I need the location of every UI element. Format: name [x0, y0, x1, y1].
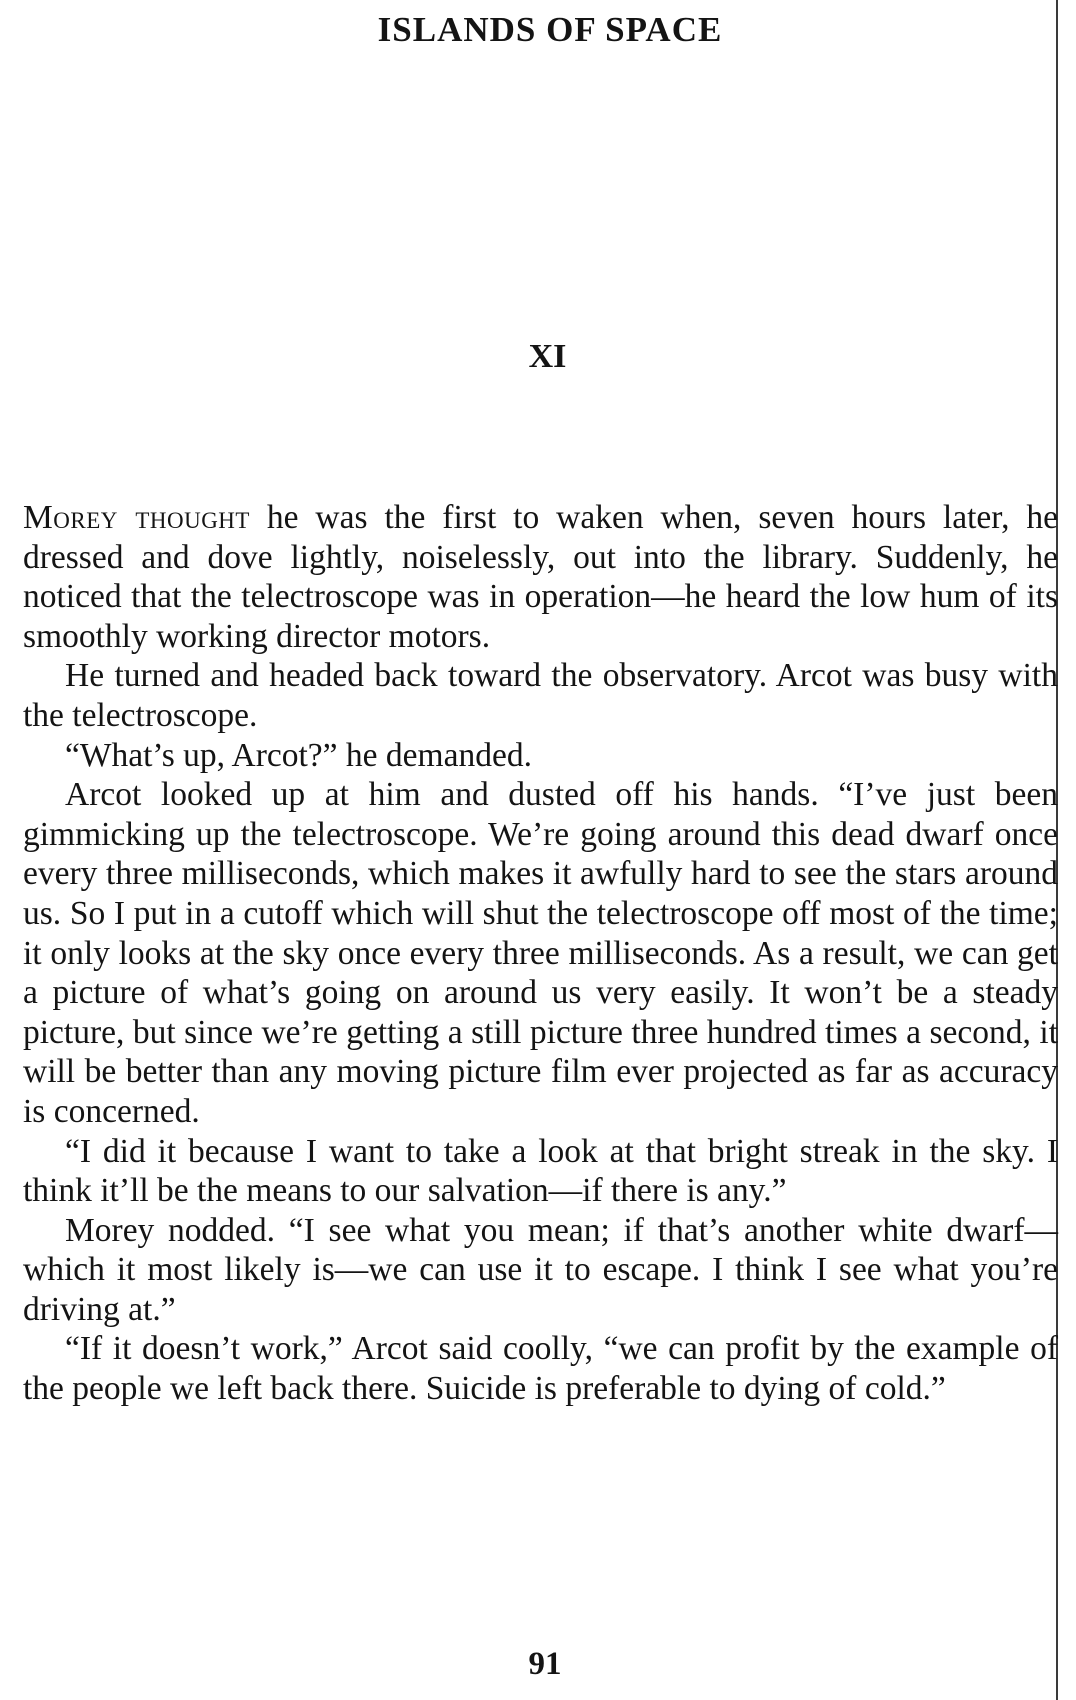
paragraph-7: “If it doesn’t work,” Arcot said coolly, “we can profit by the example of the people we left back there. Suicide is preferable to dying of cold.”: [23, 1330, 1058, 1408]
page-number: 91: [528, 1646, 562, 1682]
paragraph-4: Arcot looked up at him and dusted off his hands. “I’ve just been gimmicking up the telectroscope. We’re going around this dead dwarf once every three milliseconds, which makes it awfully hard to see the stars around us. So I put in a cutoff which will shut the telectroscope off most of the time; it only looks at the sky once every three milliseconds. As a result, we can get a picture of what’s going on around us very easily. It won’t be a steady picture, but since we’re getting a still picture three hundred times a second, it will be better than any moving picture film ever projected as far as accuracy is concerned.: [23, 776, 1058, 1130]
paragraph-text: he was the first to waken when, seven hours later, he dressed and dove lightly, noiselessly, out into the library. Suddenly, he noticed that the telectroscope was in operation—he heard the low hum of its smoothly working director motors.: [23, 499, 1058, 655]
chapter-number: XI: [528, 338, 567, 375]
chapter-body: [23, 498, 1058, 1409]
paragraph-1: [23, 498, 1058, 656]
paragraph-6: Morey nodded. “I see what you mean; if that’s another white dwarf—which it most likely is—we can use it to escape. I think I see what you’re driving at.”: [23, 1211, 1058, 1328]
paragraph-3: “What’s up, Arcot?” he demanded.: [65, 736, 532, 774]
paragraph-5: “I did it because I want to take a look at that bright streak in the sky. I think it’ll be the means to our salvation—if there is any.”: [23, 1132, 1058, 1210]
running-head: ISLANDS OF SPACE: [377, 10, 723, 49]
paragraph-lead-in: Morey thought: [23, 499, 250, 536]
paragraph-2: He turned and headed back toward the observatory. Arcot was busy with the telectroscope.: [23, 657, 1058, 734]
